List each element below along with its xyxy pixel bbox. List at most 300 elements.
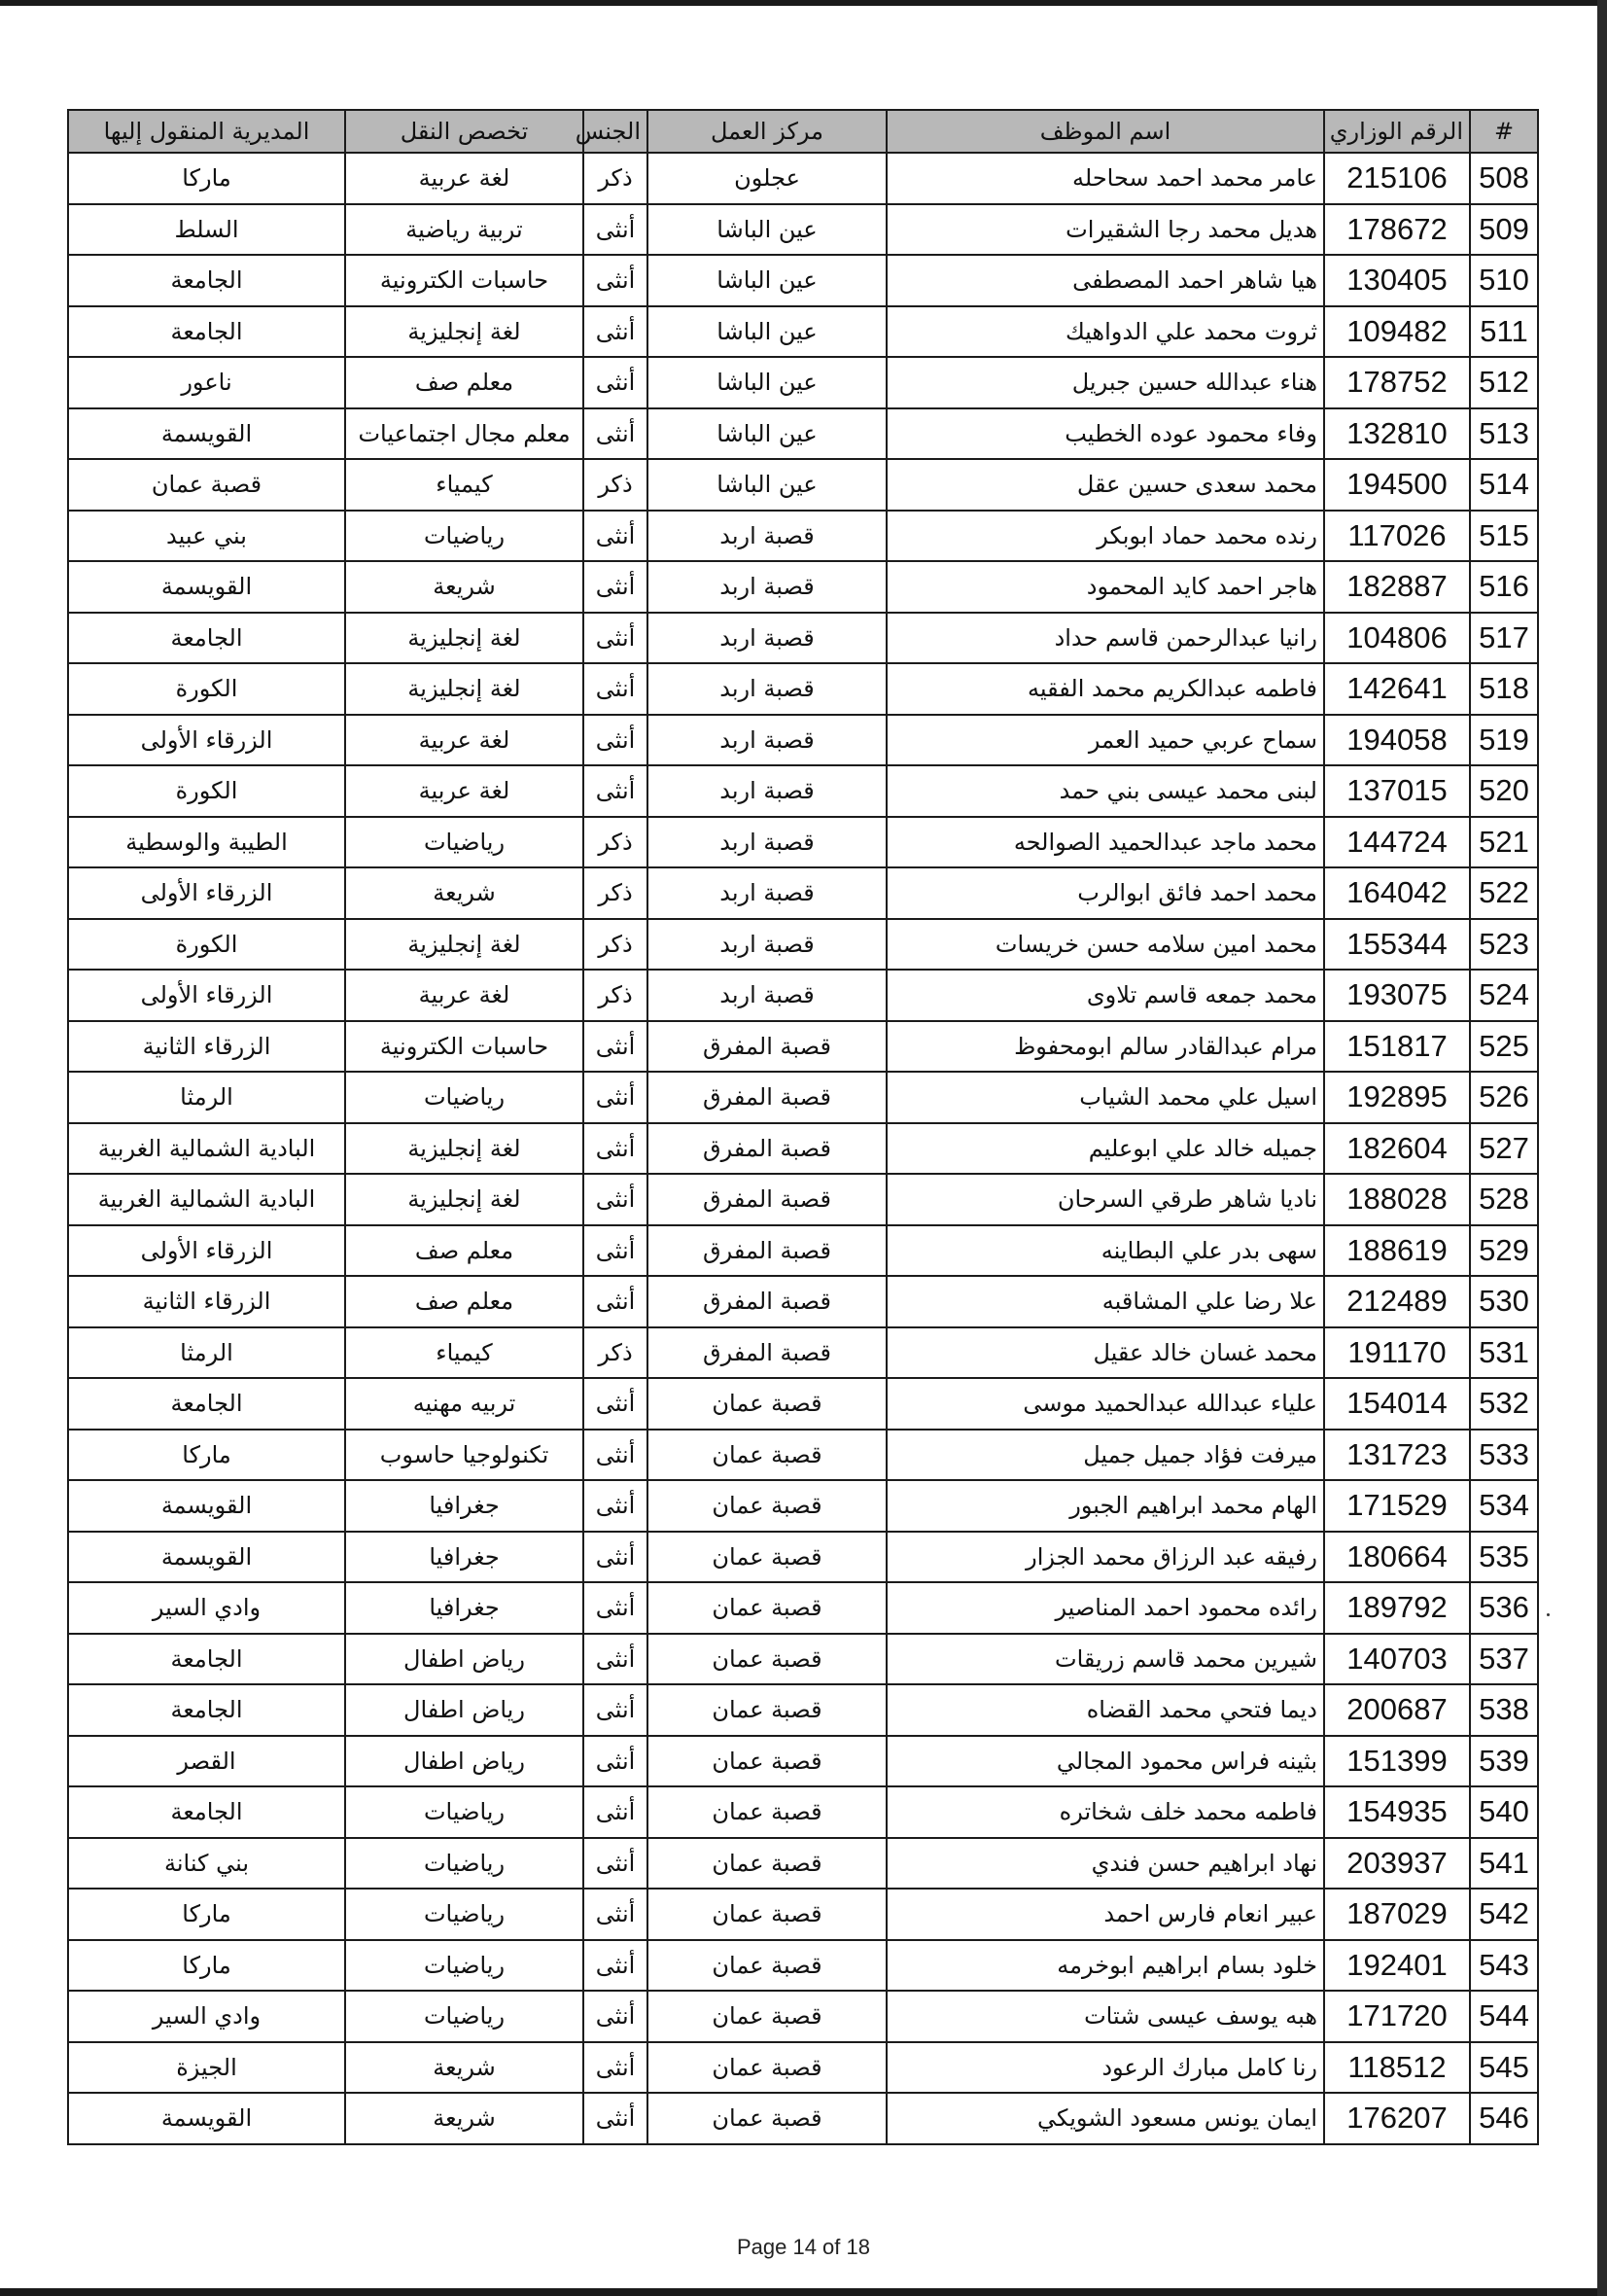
cell-gender: أنثى (583, 1736, 647, 1787)
table-row (68, 613, 1538, 664)
cell-transfer-specialty: لغة عربية (345, 970, 583, 1021)
cell-transfer-specialty: رياضيات (345, 1889, 583, 1940)
cell-transfer-specialty: حاسبات الكترونية (345, 255, 583, 306)
cell-row-number: 530 (1470, 1276, 1538, 1327)
table-row (68, 1634, 1538, 1685)
cell-ministry-id: 151399 (1324, 1736, 1470, 1787)
cell-ministry-id: 109482 (1324, 306, 1470, 358)
cell-employee-name: ثروت محمد علي الدواهيك (887, 306, 1324, 358)
cell-ministry-id: 176207 (1324, 2093, 1470, 2144)
cell-work-center: قصبة المفرق (647, 1225, 887, 1277)
table-row (68, 408, 1538, 460)
cell-employee-name: محمد احمد فائق ابوالرب (887, 867, 1324, 919)
cell-work-center: قصبة المفرق (647, 1123, 887, 1175)
cell-work-center: قصبة عمان (647, 1582, 887, 1634)
transfer-roster-table (67, 109, 1539, 2145)
table-row (68, 1736, 1538, 1787)
table-row (68, 1225, 1538, 1277)
table-row (68, 1378, 1538, 1430)
cell-transfer-specialty: معلم مجال اجتماعيات (345, 408, 583, 460)
cell-row-number: 523 (1470, 919, 1538, 971)
cell-employee-name: ايمان يونس مسعود الشويكي (887, 2093, 1324, 2144)
header-num: # (1470, 110, 1538, 153)
cell-work-center: قصبة اربد (647, 663, 887, 715)
table-row (68, 255, 1538, 306)
cell-employee-name: اسيل علي محمد الشياب (887, 1072, 1324, 1123)
table-row (68, 1123, 1538, 1175)
page-number-footer: Page 14 of 18 (736, 2235, 870, 2259)
cell-employee-name: رائده محمود احمد المناصير (887, 1582, 1324, 1634)
cell-employee-name: هناء عبدالله حسين جبريل (887, 357, 1324, 408)
cell-ministry-id: 118512 (1324, 2042, 1470, 2094)
cell-work-center: قصبة المفرق (647, 1021, 887, 1073)
cell-employee-name: ناديا شاهر طرقي السرحان (887, 1174, 1324, 1225)
cell-row-number: 542 (1470, 1889, 1538, 1940)
cell-destination-directorate: الكورة (68, 919, 345, 971)
cell-employee-name: هبه يوسف عيسى شتات (887, 1991, 1324, 2042)
cell-transfer-specialty: رياضيات (345, 511, 583, 562)
cell-destination-directorate: ماركا (68, 1430, 345, 1481)
cell-destination-directorate: الجامعة (68, 1684, 345, 1736)
cell-destination-directorate: الكورة (68, 663, 345, 715)
cell-ministry-id: 142641 (1324, 663, 1470, 715)
cell-ministry-id: 117026 (1324, 511, 1470, 562)
cell-transfer-specialty: رياض اطفال (345, 1736, 583, 1787)
cell-gender: أنثى (583, 511, 647, 562)
cell-work-center: قصبة المفرق (647, 1072, 887, 1123)
cell-transfer-specialty: رياض اطفال (345, 1634, 583, 1685)
cell-destination-directorate: الزرقاء الثانية (68, 1021, 345, 1073)
table-row (68, 817, 1538, 868)
cell-row-number: 528 (1470, 1174, 1538, 1225)
cell-transfer-specialty: لغة إنجليزية (345, 613, 583, 664)
cell-ministry-id: 188028 (1324, 1174, 1470, 1225)
cell-destination-directorate: الزرقاء الثانية (68, 1276, 345, 1327)
cell-ministry-id: 192401 (1324, 1940, 1470, 1992)
table-row (68, 357, 1538, 408)
cell-transfer-specialty: جغرافيا (345, 1480, 583, 1532)
cell-ministry-id: 154935 (1324, 1786, 1470, 1838)
cell-transfer-specialty: رياض اطفال (345, 1684, 583, 1736)
cell-row-number: 514 (1470, 459, 1538, 511)
cell-row-number: 541 (1470, 1838, 1538, 1890)
cell-employee-name: سهى بدر علي البطاينه (887, 1225, 1324, 1277)
cell-work-center: قصبة عمان (647, 1736, 887, 1787)
cell-ministry-id: 171720 (1324, 1991, 1470, 2042)
cell-row-number: 540 (1470, 1786, 1538, 1838)
cell-employee-name: بثينه فراس محمود المجالي (887, 1736, 1324, 1787)
cell-row-number: 536 (1470, 1582, 1538, 1634)
cell-destination-directorate: بني عبيد (68, 511, 345, 562)
cell-row-number: 543 (1470, 1940, 1538, 1992)
cell-transfer-specialty: لغة إنجليزية (345, 663, 583, 715)
cell-ministry-id: 192895 (1324, 1072, 1470, 1123)
cell-ministry-id: 154014 (1324, 1378, 1470, 1430)
cell-row-number: 527 (1470, 1123, 1538, 1175)
cell-gender: أنثى (583, 1378, 647, 1430)
cell-gender: أنثى (583, 306, 647, 358)
cell-ministry-id: 200687 (1324, 1684, 1470, 1736)
cell-employee-name: هيا شاهر احمد المصطفى (887, 255, 1324, 306)
cell-row-number: 517 (1470, 613, 1538, 664)
cell-employee-name: ميرفت فؤاد جميل جميل (887, 1430, 1324, 1481)
cell-work-center: قصبة عمان (647, 2093, 887, 2144)
table-row (68, 1480, 1538, 1532)
cell-ministry-id: 137015 (1324, 765, 1470, 817)
cell-gender: ذكر (583, 919, 647, 971)
cell-employee-name: جميله خالد علي ابوعليم (887, 1123, 1324, 1175)
cell-destination-directorate: البادية الشمالية الغربية (68, 1174, 345, 1225)
cell-transfer-specialty: لغة عربية (345, 715, 583, 766)
cell-work-center: قصبة المفرق (647, 1174, 887, 1225)
cell-gender: أنثى (583, 357, 647, 408)
cell-gender: أنثى (583, 1684, 647, 1736)
cell-transfer-specialty: رياضيات (345, 1838, 583, 1890)
cell-transfer-specialty: رياضيات (345, 817, 583, 868)
cell-gender: أنثى (583, 1940, 647, 1992)
cell-transfer-specialty: معلم صف (345, 1276, 583, 1327)
cell-transfer-specialty: معلم صف (345, 1225, 583, 1277)
cell-employee-name: شيرين محمد قاسم زريقات (887, 1634, 1324, 1685)
cell-gender: أنثى (583, 1991, 647, 2042)
table-row (68, 561, 1538, 613)
cell-transfer-specialty: لغة إنجليزية (345, 306, 583, 358)
cell-transfer-specialty: لغة عربية (345, 765, 583, 817)
cell-ministry-id: 180664 (1324, 1532, 1470, 1583)
cell-employee-name: محمد غسان خالد عقيل (887, 1327, 1324, 1379)
cell-work-center: قصبة اربد (647, 511, 887, 562)
table-row (68, 1838, 1538, 1890)
cell-ministry-id: 215106 (1324, 153, 1470, 204)
cell-gender: أنثى (583, 2093, 647, 2144)
table-row (68, 919, 1538, 971)
cell-ministry-id: 171529 (1324, 1480, 1470, 1532)
cell-ministry-id: 131723 (1324, 1430, 1470, 1481)
cell-row-number: 518 (1470, 663, 1538, 715)
cell-transfer-specialty: رياضيات (345, 1072, 583, 1123)
cell-transfer-specialty: تربية رياضية (345, 204, 583, 256)
cell-employee-name: رنده محمد حماد ابوبكر (887, 511, 1324, 562)
cell-gender: أنثى (583, 255, 647, 306)
table-row (68, 663, 1538, 715)
cell-destination-directorate: القصر (68, 1736, 345, 1787)
cell-gender: أنثى (583, 1430, 647, 1481)
header-ministry-id: الرقم الوزاري (1324, 110, 1470, 153)
header-transfer-specialty: تخصص النقل (345, 110, 583, 153)
cell-employee-name: رفيقه عبد الرزاق محمد الجزار (887, 1532, 1324, 1583)
cell-employee-name: سماح عربي حميد العمر (887, 715, 1324, 766)
cell-row-number: 520 (1470, 765, 1538, 817)
cell-ministry-id: 140703 (1324, 1634, 1470, 1685)
cell-destination-directorate: الكورة (68, 765, 345, 817)
cell-destination-directorate: الزرقاء الأولى (68, 1225, 345, 1277)
cell-gender: ذكر (583, 459, 647, 511)
cell-gender: أنثى (583, 2042, 647, 2094)
cell-gender: ذكر (583, 153, 647, 204)
cell-row-number: 524 (1470, 970, 1538, 1021)
header-destination-directorate: المديرية المنقول إليها (68, 110, 345, 153)
cell-destination-directorate: الجيزة (68, 2042, 345, 2094)
cell-employee-name: محمد سعدى حسين عقل (887, 459, 1324, 511)
cell-employee-name: علياء عبدالله عبدالحميد موسى (887, 1378, 1324, 1430)
cell-transfer-specialty: شريعة (345, 561, 583, 613)
cell-work-center: قصبة المفرق (647, 1327, 887, 1379)
cell-ministry-id: 194500 (1324, 459, 1470, 511)
table-row (68, 459, 1538, 511)
cell-transfer-specialty: رياضيات (345, 1940, 583, 1992)
cell-gender: أنثى (583, 1480, 647, 1532)
cell-row-number: 535 (1470, 1532, 1538, 1583)
cell-gender: أنثى (583, 1838, 647, 1890)
cell-transfer-specialty: كيمياء (345, 1327, 583, 1379)
cell-work-center: عين الباشا (647, 357, 887, 408)
cell-gender: أنثى (583, 1532, 647, 1583)
cell-work-center: عين الباشا (647, 255, 887, 306)
cell-employee-name: نهاد ابراهيم حسن فندي (887, 1838, 1324, 1890)
cell-work-center: عين الباشا (647, 306, 887, 358)
cell-transfer-specialty: جغرافيا (345, 1532, 583, 1583)
table-row (68, 2042, 1538, 2094)
cell-employee-name: هاجر احمد كايد المحمود (887, 561, 1324, 613)
cell-employee-name: محمد ماجد عبدالحميد الصوالحه (887, 817, 1324, 868)
cell-work-center: عين الباشا (647, 204, 887, 256)
cell-destination-directorate: البادية الشمالية الغربية (68, 1123, 345, 1175)
cell-destination-directorate: القويسمة (68, 2093, 345, 2144)
cell-employee-name: رانيا عبدالرحمن قاسم حداد (887, 613, 1324, 664)
cell-ministry-id: 191170 (1324, 1327, 1470, 1379)
cell-gender: أنثى (583, 715, 647, 766)
cell-row-number: 537 (1470, 1634, 1538, 1685)
cell-destination-directorate: الرمثا (68, 1072, 345, 1123)
cell-ministry-id: 151817 (1324, 1021, 1470, 1073)
cell-work-center: قصبة اربد (647, 613, 887, 664)
cell-ministry-id: 130405 (1324, 255, 1470, 306)
table-row (68, 1684, 1538, 1736)
cell-gender: أنثى (583, 613, 647, 664)
header-employee-name: اسم الموظف (887, 110, 1324, 153)
cell-row-number: 522 (1470, 867, 1538, 919)
cell-work-center: قصبة المفرق (647, 1276, 887, 1327)
cell-employee-name: لبنى محمد عيسى بني حمد (887, 765, 1324, 817)
cell-transfer-specialty: شريعة (345, 2042, 583, 2094)
cell-destination-directorate: ماركا (68, 1889, 345, 1940)
cell-row-number: 531 (1470, 1327, 1538, 1379)
table-row (68, 306, 1538, 358)
cell-employee-name: رنا كامل مبارك الرعود (887, 2042, 1324, 2094)
cell-employee-name: محمد جمعه قاسم تلاوى (887, 970, 1324, 1021)
cell-ministry-id: 188619 (1324, 1225, 1470, 1277)
cell-transfer-specialty: شريعة (345, 2093, 583, 2144)
cell-ministry-id: 189792 (1324, 1582, 1470, 1634)
cell-employee-name: ديما فتحي محمد القضاه (887, 1684, 1324, 1736)
cell-ministry-id: 144724 (1324, 817, 1470, 868)
cell-gender: أنثى (583, 1072, 647, 1123)
cell-ministry-id: 178672 (1324, 204, 1470, 256)
cell-gender: أنثى (583, 1174, 647, 1225)
cell-work-center: عين الباشا (647, 459, 887, 511)
cell-gender: أنثى (583, 1634, 647, 1685)
cell-ministry-id: 178752 (1324, 357, 1470, 408)
cell-work-center: عجلون (647, 153, 887, 204)
cell-transfer-specialty: لغة إنجليزية (345, 1123, 583, 1175)
cell-transfer-specialty: رياضيات (345, 1991, 583, 2042)
table-row (68, 1174, 1538, 1225)
cell-transfer-specialty: لغة عربية (345, 153, 583, 204)
cell-row-number: 512 (1470, 357, 1538, 408)
cell-destination-directorate: وادي السير (68, 1991, 345, 2042)
cell-transfer-specialty: تكنولوجيا حاسوب (345, 1430, 583, 1481)
table-row (68, 715, 1538, 766)
cell-gender: أنثى (583, 561, 647, 613)
cell-gender: أنثى (583, 765, 647, 817)
cell-row-number: 539 (1470, 1736, 1538, 1787)
cell-gender: أنثى (583, 1786, 647, 1838)
cell-destination-directorate: السلط (68, 204, 345, 256)
cell-work-center: قصبة عمان (647, 1378, 887, 1430)
cell-work-center: قصبة عمان (647, 1430, 887, 1481)
cell-work-center: عين الباشا (647, 408, 887, 460)
cell-destination-directorate: الرمثا (68, 1327, 345, 1379)
cell-work-center: قصبة عمان (647, 1684, 887, 1736)
cell-gender: أنثى (583, 663, 647, 715)
cell-work-center: قصبة اربد (647, 817, 887, 868)
cell-destination-directorate: الجامعة (68, 1378, 345, 1430)
cell-gender: ذكر (583, 817, 647, 868)
cell-work-center: قصبة اربد (647, 970, 887, 1021)
table-row (68, 1072, 1538, 1123)
cell-destination-directorate: وادي السير (68, 1582, 345, 1634)
cell-transfer-specialty: شريعة (345, 867, 583, 919)
cell-employee-name: خلود بسام ابراهيم ابوخرمه (887, 1940, 1324, 1992)
cell-destination-directorate: الطيبة والوسطية (68, 817, 345, 868)
cell-row-number: 525 (1470, 1021, 1538, 1073)
cell-gender: أنثى (583, 1582, 647, 1634)
table-row (68, 511, 1538, 562)
cell-destination-directorate: القويسمة (68, 408, 345, 460)
cell-destination-directorate: الجامعة (68, 306, 345, 358)
cell-employee-name: الهام محمد ابراهيم الجبور (887, 1480, 1324, 1532)
cell-employee-name: عامر محمد احمد سحاحله (887, 153, 1324, 204)
cell-work-center: قصبة عمان (647, 1940, 887, 1992)
cell-row-number: 529 (1470, 1225, 1538, 1277)
table-row (68, 153, 1538, 204)
cell-transfer-specialty: رياضيات (345, 1786, 583, 1838)
cell-ministry-id: 193075 (1324, 970, 1470, 1021)
table-row (68, 204, 1538, 256)
table-row (68, 1940, 1538, 1992)
cell-ministry-id: 194058 (1324, 715, 1470, 766)
cell-transfer-specialty: جغرافيا (345, 1582, 583, 1634)
scan-edge-bottom (0, 2288, 1607, 2296)
cell-gender: أنثى (583, 1123, 647, 1175)
table-row (68, 1786, 1538, 1838)
cell-work-center: قصبة عمان (647, 1889, 887, 1940)
cell-employee-name: محمد امين سلامه حسن خريسات (887, 919, 1324, 971)
cell-destination-directorate: الزرقاء الأولى (68, 715, 345, 766)
cell-destination-directorate: الجامعة (68, 1786, 345, 1838)
cell-row-number: 510 (1470, 255, 1538, 306)
cell-ministry-id: 203937 (1324, 1838, 1470, 1890)
cell-destination-directorate: القويسمة (68, 1532, 345, 1583)
cell-employee-name: مرام عبدالقادر سالم ابومحفوظ (887, 1021, 1324, 1073)
scan-edge-top (0, 0, 1607, 6)
scan-edge-right (1597, 0, 1607, 2296)
table-header-row (68, 110, 1538, 153)
cell-employee-name: فاطمه محمد خلف شخاتره (887, 1786, 1324, 1838)
cell-row-number: 534 (1470, 1480, 1538, 1532)
table-row (68, 1276, 1538, 1327)
cell-destination-directorate: ناعور (68, 357, 345, 408)
cell-gender: أنثى (583, 408, 647, 460)
cell-gender: أنثى (583, 1225, 647, 1277)
cell-work-center: قصبة اربد (647, 561, 887, 613)
cell-employee-name: فاطمه عبدالكريم محمد الفقيه (887, 663, 1324, 715)
cell-gender: أنثى (583, 1276, 647, 1327)
header-work-center: مركز العمل (647, 110, 887, 153)
cell-work-center: قصبة عمان (647, 1480, 887, 1532)
cell-destination-directorate: ماركا (68, 1940, 345, 1992)
cell-gender: ذكر (583, 970, 647, 1021)
cell-destination-directorate: قصبة عمان (68, 459, 345, 511)
cell-ministry-id: 182887 (1324, 561, 1470, 613)
table-row (68, 1430, 1538, 1481)
cell-employee-name: علا رضا علي المشاقبه (887, 1276, 1324, 1327)
cell-destination-directorate: الجامعة (68, 613, 345, 664)
cell-gender: أنثى (583, 1889, 647, 1940)
cell-transfer-specialty: حاسبات الكترونية (345, 1021, 583, 1073)
cell-destination-directorate: الزرقاء الأولى (68, 970, 345, 1021)
cell-work-center: قصبة اربد (647, 765, 887, 817)
cell-destination-directorate: الجامعة (68, 255, 345, 306)
header-gender: الجنس (583, 110, 647, 153)
cell-ministry-id: 132810 (1324, 408, 1470, 460)
cell-ministry-id: 164042 (1324, 867, 1470, 919)
cell-employee-name: وفاء محمود عوده الخطيب (887, 408, 1324, 460)
cell-row-number: 545 (1470, 2042, 1538, 2094)
cell-row-number: 513 (1470, 408, 1538, 460)
cell-row-number: 526 (1470, 1072, 1538, 1123)
cell-employee-name: هديل محمد رجا الشقيرات (887, 204, 1324, 256)
cell-destination-directorate: القويسمة (68, 1480, 345, 1532)
cell-work-center: قصبة اربد (647, 715, 887, 766)
table-row (68, 2093, 1538, 2144)
cell-row-number: 508 (1470, 153, 1538, 204)
cell-ministry-id: 104806 (1324, 613, 1470, 664)
cell-destination-directorate: الجامعة (68, 1634, 345, 1685)
scan-speck (1547, 1613, 1550, 1616)
cell-row-number: 509 (1470, 204, 1538, 256)
cell-employee-name: عبير انعام فارس احمد (887, 1889, 1324, 1940)
cell-work-center: قصبة عمان (647, 2042, 887, 2094)
table-row (68, 1582, 1538, 1634)
table-row (68, 1327, 1538, 1379)
cell-work-center: قصبة اربد (647, 919, 887, 971)
table-row (68, 765, 1538, 817)
cell-row-number: 538 (1470, 1684, 1538, 1736)
cell-work-center: قصبة اربد (647, 867, 887, 919)
cell-row-number: 521 (1470, 817, 1538, 868)
cell-row-number: 511 (1470, 306, 1538, 358)
table-row (68, 867, 1538, 919)
cell-gender: أنثى (583, 1021, 647, 1073)
cell-ministry-id: 187029 (1324, 1889, 1470, 1940)
cell-row-number: 532 (1470, 1378, 1538, 1430)
cell-work-center: قصبة عمان (647, 1786, 887, 1838)
table-body (68, 153, 1538, 2144)
cell-row-number: 533 (1470, 1430, 1538, 1481)
cell-work-center: قصبة عمان (647, 1991, 887, 2042)
cell-transfer-specialty: كيمياء (345, 459, 583, 511)
